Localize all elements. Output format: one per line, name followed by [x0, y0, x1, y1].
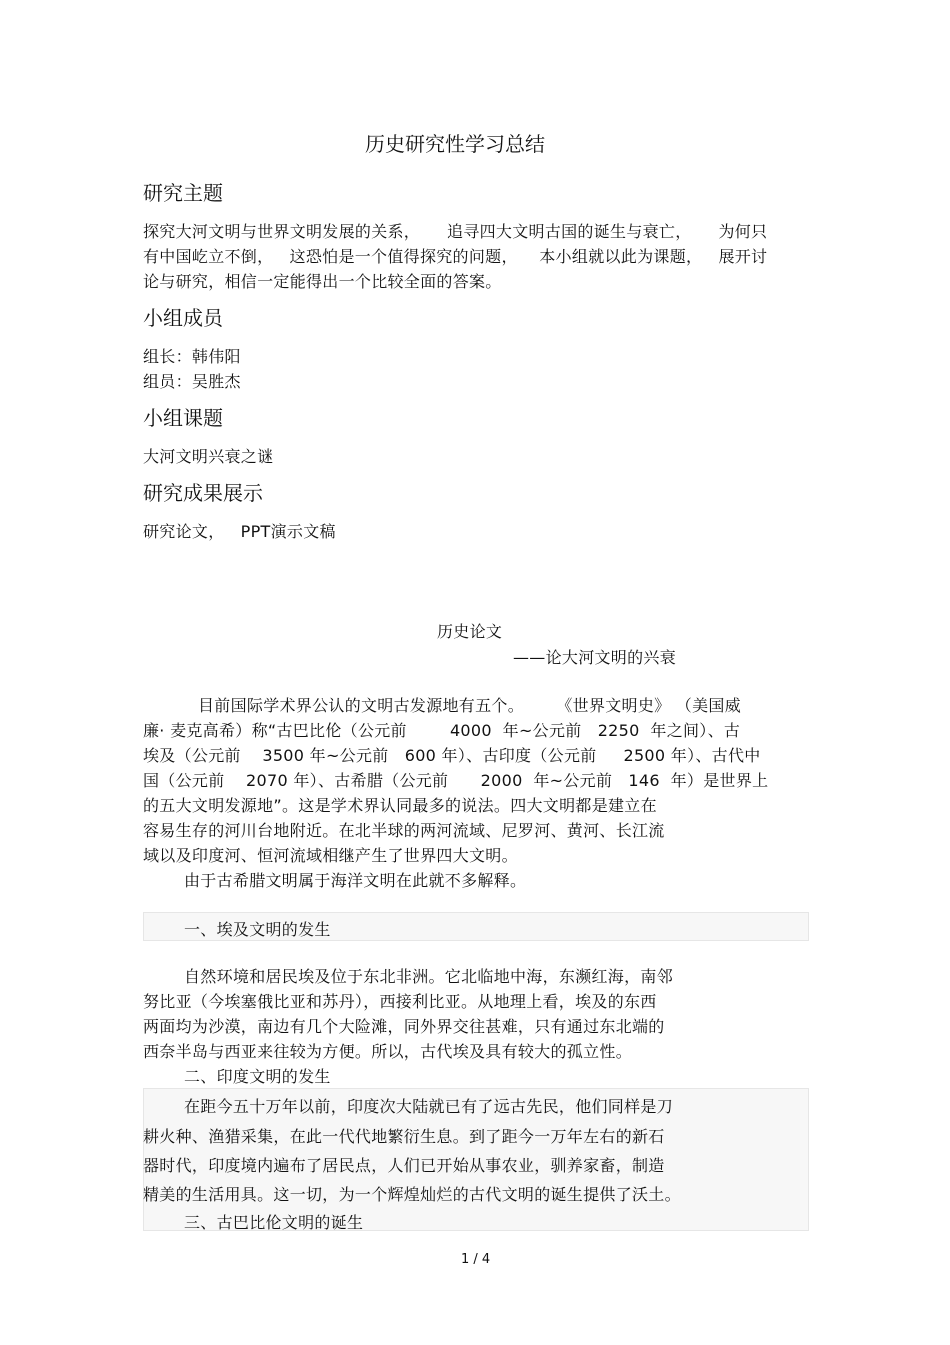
egypt-heading: 一、埃及文明的发生: [184, 920, 331, 939]
essay-title: 历史论文: [437, 622, 503, 641]
subject-heading: 小组课题: [143, 406, 223, 430]
india-line: 耕火种、渔猎采集，在此一代代地繁衍生息。到了距今一万年左右的新石: [143, 1127, 665, 1146]
essay-subtitle: ——论大河文明的兴衰: [513, 648, 677, 667]
members-heading: 小组成员: [143, 306, 223, 330]
intro-line: 目前国际学术界公认的文明古发源地有五个。 《世界文明史》 （美国威: [198, 696, 742, 715]
babylon-heading: 三、古巴比伦文明的诞生: [184, 1213, 364, 1232]
leader-line: 组长：韩伟阳: [143, 347, 241, 366]
intro-line: 廉· 麦克高希）称“古巴比伦（公元前 4000 年~公元前 2250 年之间）、古: [143, 721, 741, 740]
intro-line: 的五大文明发源地”。这是学术界认同最多的说法。四大文明都是建立在: [143, 796, 657, 815]
topic-heading: 研究主题: [143, 181, 223, 205]
results-heading: 研究成果展示: [143, 481, 263, 505]
topic-line: 论与研究，相信一定能得出一个比较全面的答案。: [143, 272, 502, 291]
intro-line: 域以及印度河、恒河流域相继产生了世界四大文明。: [143, 846, 518, 865]
intro-line: 埃及（公元前 3500 年~公元前 600 年）、古印度（公元前 2500 年）、古代中: [143, 746, 761, 765]
india-line: 器时代，印度境内遍布了居民点，人们已开始从事农业，驯养家畜，制造: [143, 1156, 665, 1175]
intro-line: 国（公元前 2070 年）、古希腊（公元前 2000 年~公元前 146 年）是世界上: [143, 771, 769, 790]
india-heading: 二、印度文明的发生: [184, 1067, 331, 1086]
results-text: 研究论文， PPT演示文稿: [143, 522, 336, 541]
document-title: 历史研究性学习总结: [365, 132, 545, 156]
india-line: 在距今五十万年以前，印度次大陆就已有了远古先民，他们同样是刀: [184, 1097, 674, 1116]
egypt-line: 西奈半岛与西亚来往较为方便。所以，古代埃及具有较大的孤立性。: [143, 1042, 633, 1061]
subject-text: 大河文明兴衰之谜: [143, 447, 274, 466]
intro-line: 由于古希腊文明属于海洋文明在此就不多解释。: [184, 871, 527, 890]
india-line: 精美的生活用具。这一切，为一个辉煌灿烂的古代文明的诞生提供了沃土。: [143, 1185, 681, 1204]
intro-line: 容易生存的河川台地附近。在北半球的两河流域、尼罗河、黄河、长江流: [143, 821, 665, 840]
egypt-line: 两面均为沙漠，南边有几个大险滩，同外界交往甚难，只有通过东北端的: [143, 1017, 665, 1036]
member-line: 组员：吴胜杰: [143, 372, 241, 391]
page-number: 1 / 4: [461, 1252, 491, 1267]
topic-line: 探究大河文明与世界文明发展的关系， 追寻四大文明古国的诞生与衰亡， 为何只: [143, 222, 768, 241]
egypt-line: 努比亚（今埃塞俄比亚和苏丹），西接利比亚。从地理上看，埃及的东西: [143, 992, 657, 1011]
topic-line: 有中国屹立不倒， 这恐怕是一个值得探究的问题， 本小组就以此为课题， 展开讨: [143, 247, 768, 266]
egypt-line: 自然环境和居民埃及位于东北非洲。它北临地中海，东濒红海，南邻: [184, 967, 674, 986]
